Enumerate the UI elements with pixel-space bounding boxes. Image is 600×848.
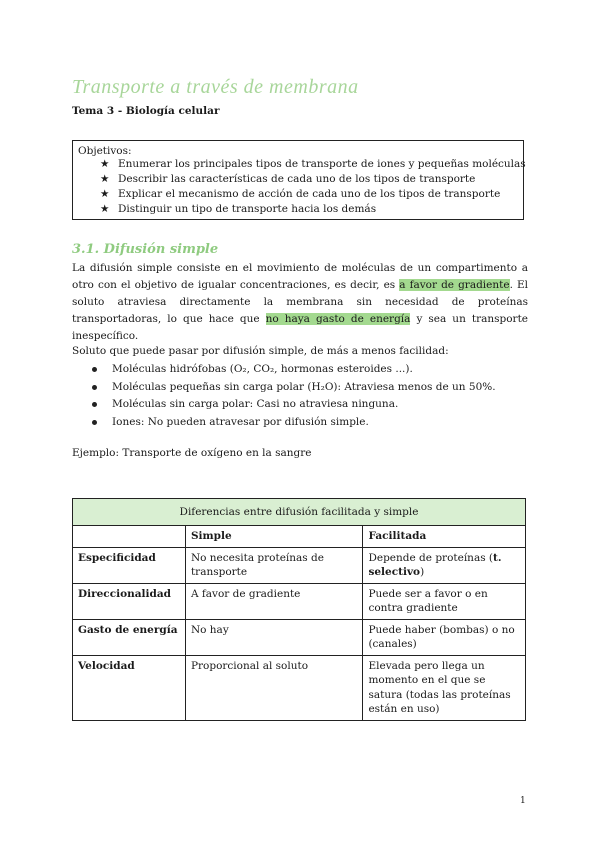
list-item: Moléculas hidrófobas (O₂, CO₂, hormonas esteroides ...). (112, 361, 528, 379)
cell-facilitada: Elevada pero llega un momento en el que se satura (todas las proteínas están en uso) (363, 655, 526, 720)
cell-facilitada: Depende de proteínas (t. selectivo) (363, 547, 526, 583)
highlight-energy: no haya gasto de energía (265, 313, 411, 325)
star-icon: ★ (100, 173, 110, 185)
section-paragraph: La difusión simple consiste en el movimiento de moléculas de un compartimento a otro con el objetivo de igualar concentraciones, es decir, es a favor de gradiente. El soluto atraviesa directamente la membrana sin necesidad de proteínas transportadoras, lo que hace que no haya gasto de energía y sea un transporte inespecífico. (72, 262, 529, 342)
list-intro: Soluto que puede pasar por difusión simple, de más a menos facilidad: (72, 345, 449, 357)
table-title-row (73, 499, 526, 526)
page-number: 1 (520, 796, 526, 806)
table-row (73, 583, 526, 619)
solute-list (72, 361, 528, 431)
row-label: Gasto de energía (73, 619, 186, 655)
table-row (73, 547, 526, 583)
objective-item: ★ Enumerar los principales tipos de transporte de iones y pequeñas moléculas (100, 158, 526, 170)
example-text: Ejemplo: Transporte de oxígeno en la sangre (72, 447, 312, 459)
table-title: Diferencias entre difusión facilitada y simple (73, 499, 526, 526)
page-subtitle: Tema 3 - Biología celular (72, 105, 220, 117)
cell-simple: Proporcional al soluto (185, 655, 363, 720)
table-row (73, 619, 526, 655)
page-title: Transporte a través de membrana (72, 76, 359, 98)
row-label: Direccionalidad (73, 583, 186, 619)
cell-facilitada: Puede haber (bombas) o no (canales) (363, 619, 526, 655)
objective-item: ★ Explicar el mecanismo de acción de cada uno de los tipos de transporte (100, 188, 501, 200)
objectives-list (78, 157, 526, 217)
objectives-box (72, 140, 524, 220)
list-item: Moléculas pequeñas sin carga polar (H₂O): Atraviesa menos de un 50%. (112, 379, 528, 397)
star-icon: ★ (100, 203, 110, 215)
list-item: Iones: No pueden atravesar por difusión simple. (112, 414, 528, 432)
objective-item: ★ Distinguir un tipo de transporte hacia los demás (100, 203, 377, 215)
objectives-heading: Objetivos: (78, 145, 132, 157)
table-header-simple: Simple (185, 526, 363, 548)
cell-simple: A favor de gradiente (185, 583, 363, 619)
section-heading: 3.1. Difusión simple (72, 242, 219, 257)
row-label: Especificidad (73, 547, 186, 583)
table-header-empty (73, 526, 186, 548)
table-row (73, 655, 526, 720)
list-item: Moléculas sin carga polar: Casi no atraviesa ninguna. (112, 396, 528, 414)
table-header-facilitada: Facilitada (363, 526, 526, 548)
row-label: Velocidad (73, 655, 186, 720)
comparison-table (72, 498, 526, 721)
cell-simple: No hay (185, 619, 363, 655)
table-header-row (73, 526, 526, 548)
cell-simple: No necesita proteínas de transporte (185, 547, 363, 583)
highlight-gradient: a favor de gradiente (399, 279, 510, 291)
star-icon: ★ (100, 188, 110, 200)
star-icon: ★ (100, 158, 110, 170)
objective-item: ★ Describir las características de cada uno de los tipos de transporte (100, 173, 476, 185)
cell-facilitada: Puede ser a favor o en contra gradiente (363, 583, 526, 619)
